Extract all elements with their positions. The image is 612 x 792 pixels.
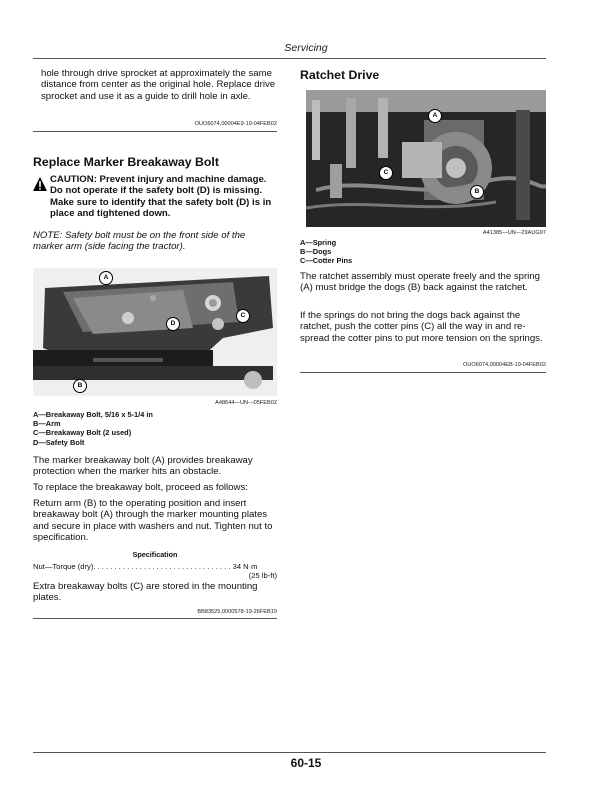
note-text: Safety bolt must be on the front side of the marker arm (side facing the tractor). [33, 230, 246, 253]
left-figure-reference: A48644—UN—05FEB02 [215, 400, 277, 406]
figure-callout-c: C [379, 166, 393, 180]
ratchet-drive-photo [306, 90, 546, 227]
right-figure-reference: A41385—UN—29AUG97 [482, 230, 546, 236]
figure-callout-b: B [73, 379, 87, 393]
torque-specification: Nut—Torque (dry). . . . . . . . . . . . . . . . . . . . . . . . . . . . . . . . . 34 N·m [33, 562, 258, 571]
figure-callout-d: D [166, 317, 180, 331]
body-paragraph: Extra breakaway bolts (C) are stored in the mounting plates. [33, 581, 258, 604]
section-title-ratchet-drive: Ratchet Drive [300, 68, 380, 82]
note-block [33, 230, 273, 253]
section-title-breakaway-bolt: Replace Marker Breakaway Bolt [33, 155, 219, 169]
header-rule [33, 58, 546, 59]
legend-item: A—Breakaway Bolt, 5/16 x 5-1/4 in [33, 410, 153, 419]
warning-triangle-icon [32, 176, 48, 192]
footer-rule [33, 752, 546, 753]
legend-item: B—Dogs [300, 247, 332, 257]
intro-paragraph: hole through drive sprocket at approximately the same distance from center as the original hole. Replace drive sprocket and use it as a guide to drill hole in axle. [41, 68, 276, 102]
figure-callout-c: C [236, 309, 250, 323]
page-number: 60-15 [290, 756, 322, 770]
section-divider [33, 131, 277, 132]
section-end-rule [300, 372, 546, 373]
specification-title: Specification [132, 550, 178, 559]
legend-item: D—Safety Bolt [33, 437, 85, 447]
intro-reference-code: OUO6074,00004E9-19-04FEB02 [194, 121, 277, 127]
legend-item: B—Arm [33, 419, 61, 429]
body-paragraph: If the springs do not bring the dogs back against the ratchet, push the cotter pins (C) all the way in and re-spread the cotter pins to put more tension on the springs. [300, 310, 543, 344]
legend-item: C—Breakaway Bolt (2 used) [33, 428, 132, 438]
legend-item: C—Cotter Pins [300, 256, 353, 266]
body-paragraph: The ratchet assembly must operate freely and the spring (A) must bridge the dogs (B) back against the ratchet. [300, 271, 540, 294]
right-figure-legend [300, 238, 352, 266]
legend-item: A—Spring [300, 238, 337, 247]
body-paragraph: To replace the breakaway bolt, proceed as follows: [33, 482, 248, 493]
section-end-rule [33, 618, 277, 619]
figure-callout-b: B [470, 185, 484, 199]
caution-statement: CAUTION: Prevent injury and machine damage. Do not operate if the safety bolt (D) is missing. Make sure to identify that the safety bolt (D) is in place and tightened down. [50, 174, 272, 220]
figure-callout-a: A [428, 109, 442, 123]
body-paragraph: Return arm (B) to the operating position and insert breakaway bolt (A) through the marker mounting plates and secure in place with washers and nut. Tighten nut to specification. [33, 498, 273, 544]
figure-callout-a: A [99, 271, 113, 285]
note-label: NOTE: [33, 230, 63, 241]
left-end-reference: BB83525,0000578-19-26FEB19 [197, 609, 277, 615]
body-paragraph: The marker breakaway bolt (A) provides breakaway protection when the marker hits an obstacle. [33, 455, 253, 478]
left-figure-legend [33, 410, 153, 447]
marker-arm-photo [33, 268, 277, 396]
right-end-reference: OUO6074,00004EB-19-04FEB02 [462, 362, 546, 368]
page-header-title: Servicing [284, 42, 328, 54]
torque-specification-imperial: (25 lb-ft) [248, 571, 277, 580]
